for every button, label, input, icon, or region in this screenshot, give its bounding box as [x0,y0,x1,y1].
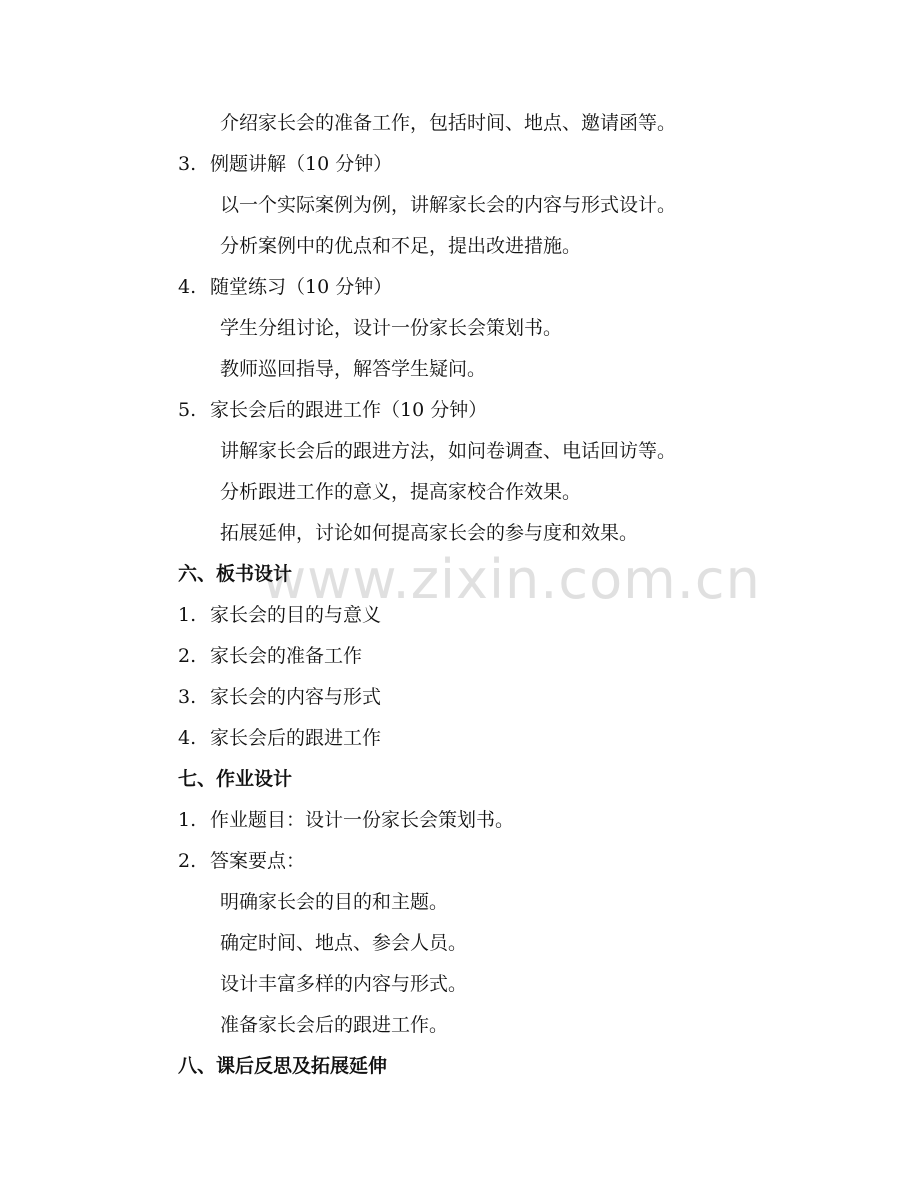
paragraph-line: 讲解家长会后的跟进方法，如问卷调查、电话回访等。 [220,440,677,462]
list-number: 1. [178,809,197,831]
list-number: 1. [178,604,197,626]
section-heading: 七、作业设计 [178,768,293,790]
list-number: 5. [178,399,197,421]
list-item [178,726,381,750]
list-item [178,849,305,873]
list-text: 家长会的目的与意义 [210,604,382,626]
list-number: 2. [178,850,197,872]
paragraph-line: 以一个实际案例为例，讲解家长会的内容与形式设计。 [220,194,677,216]
list-item-heading [178,152,392,176]
list-item-heading [178,398,487,422]
section-heading: 六、板书设计 [178,563,293,585]
list-text: 答案要点： [210,850,306,872]
paragraph-line: 学生分组讨论，设计一份家长会策划书。 [220,317,563,339]
paragraph-line: 介绍家长会的准备工作，包括时间、地点、邀请函等。 [220,112,677,134]
list-item [178,808,514,832]
answer-point: 准备家长会后的跟进工作。 [220,1014,449,1036]
list-text: 作业题目：设计一份家长会策划书。 [210,809,515,831]
paragraph-line: 分析跟进工作的意义，提高家校合作效果。 [220,481,582,503]
paragraph-line: 分析案例中的优点和不足，提出改进措施。 [220,235,582,257]
list-title: 随堂练习（10 分钟） [210,276,393,298]
watermark: www.zixin.com.cn [262,548,761,611]
list-number: 2. [178,645,197,667]
list-title: 例题讲解（10 分钟） [210,153,393,175]
answer-point: 明确家长会的目的和主题。 [220,891,449,913]
list-title: 家长会后的跟进工作（10 分钟） [210,399,488,421]
answer-point: 设计丰富多样的内容与形式。 [220,973,468,995]
list-item-heading [178,275,392,299]
paragraph-line: 教师巡回指导，解答学生疑问。 [220,358,487,380]
list-item [178,603,381,627]
list-text: 家长会的内容与形式 [210,686,382,708]
list-text: 家长会的准备工作 [210,645,363,667]
list-number: 4. [178,276,197,298]
list-text: 家长会后的跟进工作 [210,727,382,749]
answer-point: 确定时间、地点、参会人员。 [220,932,468,954]
paragraph-line: 拓展延伸，讨论如何提高家长会的参与度和效果。 [220,522,639,544]
list-number: 3. [178,153,197,175]
list-item [178,644,362,668]
list-number: 3. [178,686,197,708]
section-heading: 八、课后反思及拓展延伸 [178,1055,388,1077]
list-item [178,685,381,709]
list-number: 4. [178,727,197,749]
